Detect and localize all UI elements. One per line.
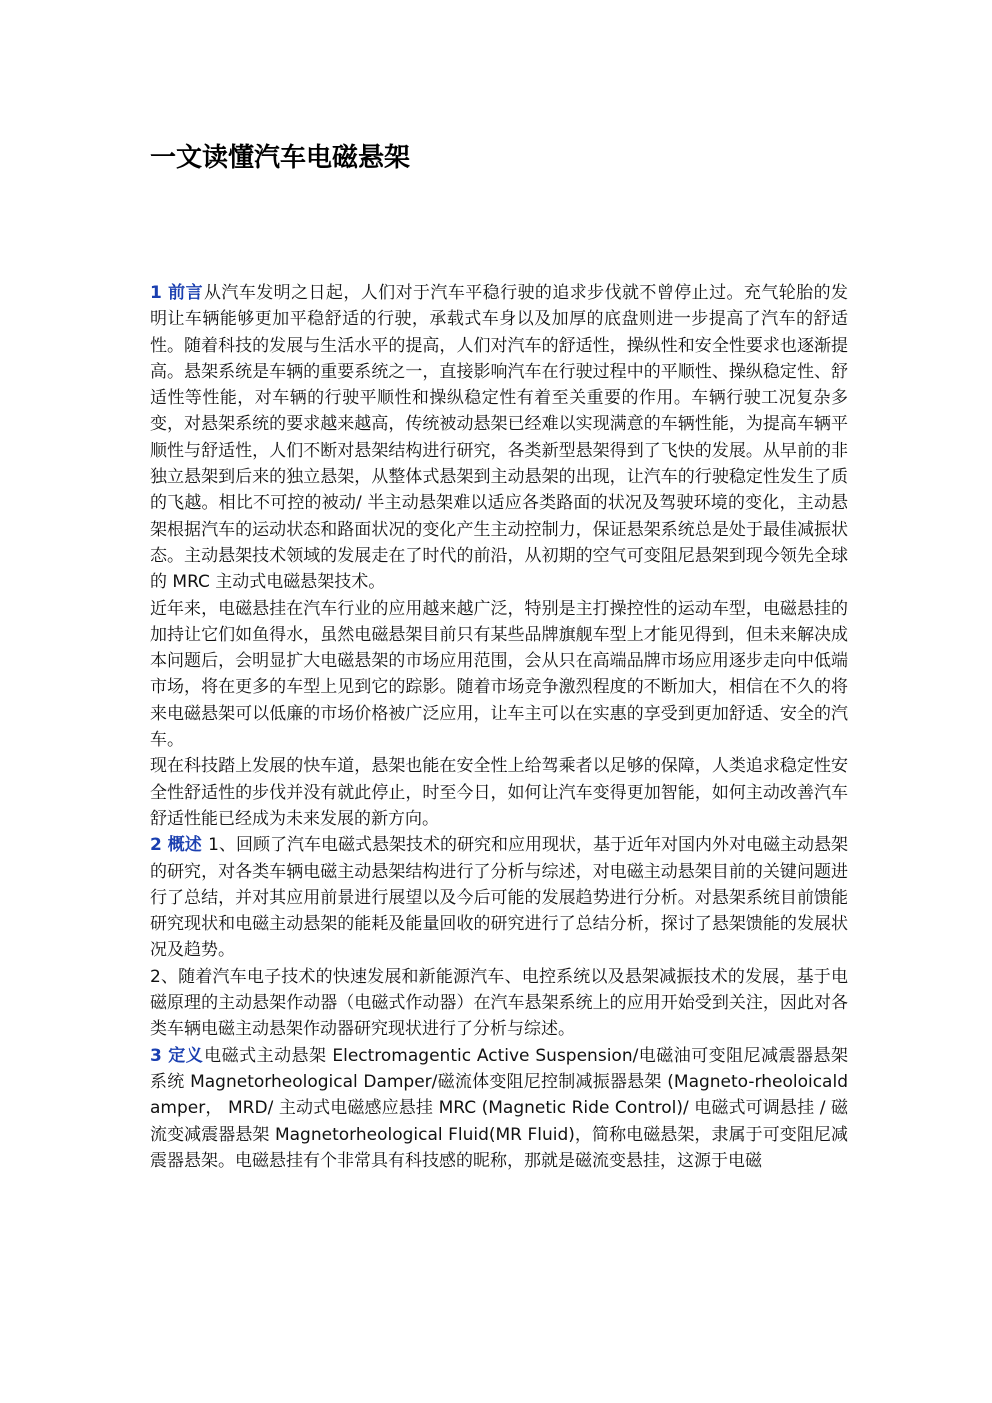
section-1-paragraph-1: [150, 280, 848, 596]
section-2-paragraph-2: [150, 964, 848, 1043]
section-heading-3: 3 定义: [150, 1045, 204, 1066]
document-body: [150, 280, 848, 1174]
section-1-paragraph-2: [150, 596, 848, 754]
page-title: 一文读懂汽车电磁悬架: [150, 143, 411, 173]
section-1-text-2: 近年来，电磁悬挂在汽车行业的应用越来越广泛，特别是主打操控性的运动车型，电磁悬挂的加持让它们如鱼得水，虽然电磁悬架目前只有某些品牌旗舰车型上才能见得到，但未来解决成本问题后，会明显扩大电磁悬架的市场应用范围，会从只在高端品牌市场应用逐步走向中低端市场，将在更多的车型上见到它的踪影。随着市场竞争激烈程度的不断加大，相信在不久的将来电磁悬架可以低廉的市场价格被广泛应用，让车主可以在实惠的享受到更加舒适、安全的汽车。: [150, 598, 848, 751]
section-1-text-1: 从汽车发明之日起，人们对于汽车平稳行驶的追求步伐就不曾停止过。充气轮胎的发明让车辆能够更加平稳舒适的行驶，承载式车身以及加厚的底盘则进一步提高了汽车的舒适性。随着科技的发展与生活水平的提高，人们对汽车的舒适性，操纵性和安全性要求也逐渐提高。悬架系统是车辆的重要系统之一，直接影响汽车在行驶过程中的平顺性、操纵稳定性、舒适性等性能，对车辆的行驶平顺性和操纵稳定性有着至关重要的作用。车辆行驶工况复杂多变，对悬架系统的要求越来越高，传统被动悬架已经难以实现满意的车辆性能，为提高车辆平顺性与舒适性，人们不断对悬架结构进行研究，各类新型悬架得到了飞快的发展。从早前的非独立悬架到后来的独立悬架，从整体式悬架到主动悬架的出现，让汽车的行驶稳定性发生了质的飞越。相比不可控的被动/ 半主动悬架难以适应各类路面的状况及驾驶环境的变化，主动悬架根据汽车的运动状态和路面状况的变化产生主动控制力，保证悬架系统总是处于最佳减振状态。主动悬架技术领域的发展走在了时代的前沿，从初期的空气可变阻尼悬架到现今领先全球的 MRC 主动式电磁悬架技术。: [150, 283, 848, 593]
section-2-text-2: 2、随着汽车电子技术的快速发展和新能源汽车、电控系统以及悬架减振技术的发展，基于电磁原理的主动悬架作动器（电磁式作动器）在汽车悬架系统上的应用开始受到关注，因此对各类车辆电磁主动悬架作动器研究现状进行了分析与综述。: [150, 966, 848, 1040]
section-1-text-3: 现在科技踏上发展的快车道，悬架也能在安全性上给驾乘者以足够的保障，人类追求稳定性安全性舒适性的步伐并没有就此停止，时至今日，如何让汽车变得更加智能，如何主动改善汽车舒适性能已经成为未来发展的新方向。: [150, 756, 848, 829]
section-heading-1: 1 前言: [150, 283, 203, 303]
section-3-paragraph-1: [150, 1043, 848, 1174]
section-1-paragraph-3: [150, 753, 848, 832]
section-2-text-1: 1、回顾了汽车电磁式悬架技术的研究和应用现状，基于近年对国内外对电磁主动悬架的研究，对各类车辆电磁主动悬架结构进行了分析与综述，对电磁主动悬架目前的关键问题进行了总结，并对其应用前景进行展望以及今后可能的发展趋势进行分析。对悬架系统目前馈能研究现状和电磁主动悬架的能耗及能量回收的研究进行了总结分析，探讨了悬架馈能的发展状况及趋势。: [150, 835, 848, 961]
section-3-text-1: 电磁式主动悬架 Electromagentic Active Suspension/电磁油可变阻尼减震器悬架系统 Magnetorheological Damper/磁流体变阻尼控制减振器悬架 (Magneto-rheoloicaldamper， MRD/ 主动式电磁感应悬挂 MRC (Magnetic Ride Control)/ 电磁式可调悬挂 / 磁流变减震器悬架 Magnetorheological Fluid(MR Fluid)，简称电磁悬架，隶属于可变阻尼减震器悬架。电磁悬挂有个非常具有科技感的昵称，那就是磁流变悬挂，这源于电磁: [150, 1045, 848, 1171]
section-heading-2: 2 概述: [150, 835, 202, 856]
section-2-paragraph-1: [150, 832, 848, 963]
